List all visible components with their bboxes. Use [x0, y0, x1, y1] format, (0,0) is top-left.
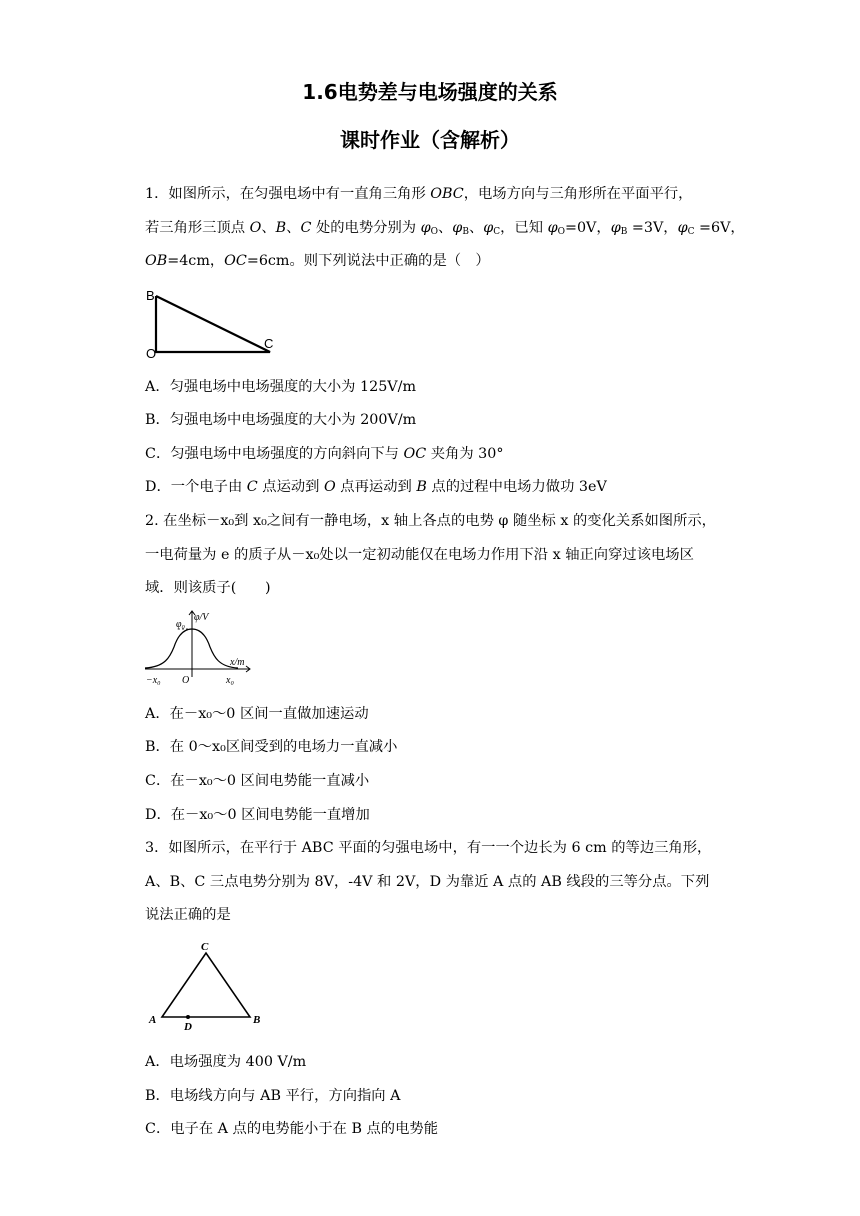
q1-figure-right-triangle [140, 282, 285, 362]
q1-line-3: OB=4cm，OC=6cm。则下列说法中正确的是（ ） [145, 253, 490, 269]
q2-option-b: B．在 0～x₀区间受到的电场力一直减小 [145, 739, 398, 755]
q2-label-x0: x₀ [226, 675, 234, 686]
q2-label-origin: O [182, 675, 190, 686]
q2-option-a: A．在－x₀～0 区间一直做加速运动 [145, 706, 369, 722]
q3-figure-equilateral-triangle [140, 936, 275, 1034]
q3-label-C: C [201, 941, 209, 953]
q2-line-1: 2. 在坐标－x₀到 x₀之间有一静电场，x 轴上各点的电势 φ 随坐标 x 的变化关系如图所示， [145, 513, 716, 529]
q2-figure-potential-curve [140, 605, 260, 690]
q3-option-a: A．电场强度为 400 V/m [145, 1054, 307, 1070]
q2-label-neg-x0: −x₀ [146, 675, 161, 686]
q3-label-A: A [149, 1014, 157, 1026]
q2-line-3: 域．则该质子( ) [145, 580, 271, 596]
page-subtitle: 课时作业（含解析） [340, 128, 520, 152]
q1-label-C: C [264, 336, 274, 351]
q1-line-1: 1．如图所示，在匀强电场中有一直角三角形 OBC，电场方向与三角形所在平面平行， [145, 186, 693, 202]
q3-line-2: A、B、C 三点电势分别为 8V，-4V 和 2V，D 为靠近 A 点的 AB 线段的三等分点。下列 [145, 874, 710, 890]
q1-option-b: B．匀强电场中电场强度的大小为 200V/m [145, 412, 417, 428]
q3-line-1: 3．如图所示，在平行于 ABC 平面的匀强电场中，有一一个边长为 6 cm 的等边三角形， [145, 840, 712, 856]
q2-line-2: 一电荷量为 e 的质子从－x₀处以一定初动能仅在电场力作用下沿 x 轴正向穿过该电场区 [145, 547, 694, 563]
q3-option-c: C．电子在 A 点的电势能小于在 B 点的电势能 [145, 1121, 438, 1137]
q3-triangle-shape [162, 953, 250, 1017]
q1-option-a: A．匀强电场中电场强度的大小为 125V/m [145, 379, 417, 395]
q1-option-c: C．匀强电场中电场强度的方向斜向下与 OC 夹角为 30° [145, 446, 504, 462]
q3-option-b: B．电场线方向与 AB 平行，方向指向 A [145, 1088, 401, 1104]
q2-option-c: C．在－x₀～0 区间电势能一直减小 [145, 773, 370, 789]
page-title: 1.6电势差与电场强度的关系 [302, 80, 558, 104]
q1-option-d: D．一个电子由 C 点运动到 O 点再运动到 B 点的过程中电场力做功 3eV [145, 479, 607, 495]
q3-label-D: D [184, 1021, 192, 1033]
q2-label-phiV: φ/V [194, 612, 209, 623]
q1-label-B: B [146, 288, 155, 303]
q3-point-D [186, 1015, 190, 1019]
q2-label-xm: x/m [230, 657, 245, 668]
q2-label-phi0: φ₀ [176, 619, 186, 630]
q3-line-3: 说法正确的是 [145, 907, 231, 923]
q1-triangle-shape [156, 296, 270, 352]
q3-label-B: B [253, 1014, 261, 1026]
q2-option-d: D．在－x₀～0 区间电势能一直增加 [145, 807, 370, 823]
q1-label-O: O [146, 346, 157, 361]
q1-line-2: 若三角形三顶点 O、B、C 处的电势分别为 $\varphi_O$、$\varphi_B$、$\varphi_C$，已知 $\varphi_O=0V$，$\varphi_B =3V$，$\varphi_C =6V$， [145, 220, 745, 237]
